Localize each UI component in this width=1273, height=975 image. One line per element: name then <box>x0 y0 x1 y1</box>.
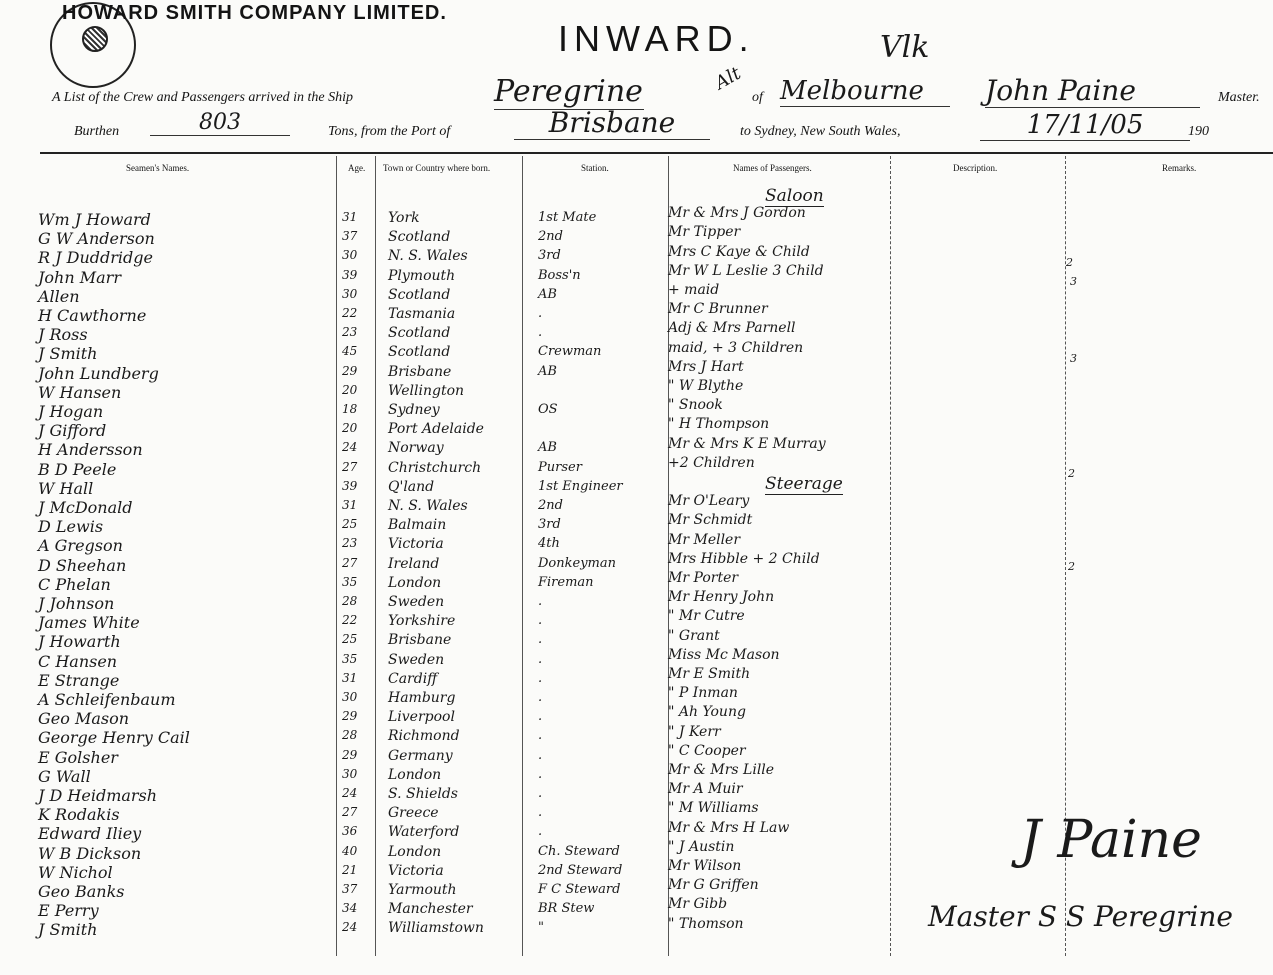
crew-name: Geo Banks <box>38 882 125 901</box>
crew-birthplace: Plymouth <box>388 268 456 284</box>
passenger-class-heading: Saloon <box>765 186 824 206</box>
crew-name: E Golsher <box>38 748 118 767</box>
crew-birthplace: Christchurch <box>388 460 482 476</box>
passenger-name: Mr Gibb <box>668 896 728 912</box>
crew-station: OS <box>538 402 558 417</box>
crew-station: 3rd <box>538 248 561 263</box>
crew-age: 27 <box>342 556 358 570</box>
header-rule <box>40 152 1273 154</box>
remark-mark: 2 <box>1066 256 1073 269</box>
passenger-name: " M Williams <box>668 800 759 816</box>
crew-birthplace: Liverpool <box>388 709 455 725</box>
crew-station: Fireman <box>538 575 594 590</box>
company-name: HOWARD SMITH COMPANY LIMITED. <box>62 2 447 24</box>
crew-station: 3rd <box>538 517 561 532</box>
col-passengers: Names of Passengers. <box>733 163 812 173</box>
crew-station: Ch. Steward <box>538 844 620 859</box>
list-prefix: A List of the Crew and Passengers arrived in the Ship <box>52 90 353 105</box>
remark-mark: 3 <box>1070 275 1077 288</box>
crew-birthplace: N. S. Wales <box>388 498 468 514</box>
col-born: Town or Country where born. <box>383 163 491 173</box>
col-age: Age. <box>348 163 366 173</box>
crew-birthplace: Sydney <box>388 402 440 418</box>
crew-station: Donkeyman <box>538 556 616 571</box>
handwritten-annotation: Vlk <box>880 30 930 65</box>
crew-name: D Sheehan <box>38 556 127 575</box>
passenger-name: Mr O'Leary <box>668 493 750 509</box>
crew-age: 28 <box>342 728 358 742</box>
crew-age: 20 <box>342 383 358 397</box>
crew-station: 1st Mate <box>538 210 597 225</box>
crew-birthplace: S. Shields <box>388 786 458 802</box>
year-label: 190 <box>1188 124 1209 139</box>
divider-station <box>522 156 523 956</box>
crew-age: 27 <box>342 805 358 819</box>
crew-age: 25 <box>342 517 358 531</box>
passenger-name: Mr G Griffen <box>668 877 759 893</box>
crew-name: James White <box>38 613 140 632</box>
crew-station: . <box>538 709 543 724</box>
passenger-name: Mr E Smith <box>668 666 751 682</box>
col-seamen-names: Seamen's Names. <box>126 163 190 173</box>
remark-mark: 2 <box>1068 560 1075 573</box>
crew-name: G W Anderson <box>38 229 155 248</box>
crew-birthplace: Sweden <box>388 652 445 668</box>
crew-birthplace: Scotland <box>388 325 451 341</box>
crew-name: W Hansen <box>38 383 122 402</box>
crew-age: 39 <box>342 268 358 282</box>
crew-birthplace: London <box>388 844 442 860</box>
crew-name: J McDonald <box>38 498 133 517</box>
crew-station: Purser <box>538 460 582 475</box>
crew-age: 21 <box>342 863 358 877</box>
crew-age: 37 <box>342 882 358 896</box>
crew-name: J Smith <box>38 920 98 939</box>
crew-station: " <box>538 920 544 935</box>
crew-birthplace: Scotland <box>388 287 451 303</box>
crew-name: Wm J Howard <box>38 210 151 229</box>
col-station: Station. <box>581 163 609 173</box>
crew-birthplace: Cardiff <box>388 671 438 687</box>
crew-station: AB <box>538 287 557 302</box>
crew-name: E Strange <box>38 671 120 690</box>
crew-name: E Perry <box>38 901 99 920</box>
passenger-name: " J Kerr <box>668 724 721 740</box>
crew-name: J D Heidmarsh <box>38 786 158 805</box>
col-description: Description. <box>953 163 998 173</box>
passenger-name: Mr C Brunner <box>668 301 768 317</box>
to-label: to Sydney, New South Wales, <box>740 124 901 139</box>
crew-age: 29 <box>342 364 358 378</box>
passenger-name: Mr & Mrs Lille <box>668 762 775 778</box>
crew-name: Allen <box>38 287 80 306</box>
crew-age: 22 <box>342 306 358 320</box>
crew-age: 30 <box>342 287 358 301</box>
passenger-name: " Grant <box>668 628 720 644</box>
crew-station: . <box>538 748 543 763</box>
crew-age: 35 <box>342 575 358 589</box>
crew-name: R J Duddridge <box>38 248 153 267</box>
crew-name: G Wall <box>38 767 91 786</box>
crew-name: W Hall <box>38 479 94 498</box>
crew-age: 22 <box>342 613 358 627</box>
ship-name: Peregrine <box>494 74 643 109</box>
crew-station: . <box>538 632 543 647</box>
crew-age: 24 <box>342 920 358 934</box>
crew-age: 31 <box>342 498 358 512</box>
crew-station: 1st Engineer <box>538 479 623 494</box>
crew-birthplace: Balmain <box>388 517 447 533</box>
crew-station: AB <box>538 364 557 379</box>
crew-birthplace: N. S. Wales <box>388 248 468 264</box>
passenger-name: Mrs C Kaye & Child <box>668 244 810 260</box>
crew-birthplace: Brisbane <box>388 632 452 648</box>
crew-name: C Phelan <box>38 575 111 594</box>
passenger-name: " Thomson <box>668 916 744 932</box>
crew-name: B D Peele <box>38 460 117 479</box>
crew-age: 35 <box>342 652 358 666</box>
passenger-name: " Snook <box>668 397 723 413</box>
passenger-name: Adj & Mrs Parnell <box>668 320 796 336</box>
remark-mark: 2 <box>1068 467 1075 480</box>
crew-birthplace: Hamburg <box>388 690 456 706</box>
crew-birthplace: Yarmouth <box>388 882 457 898</box>
passenger-name: Mr & Mrs J Gordon <box>668 205 806 221</box>
crew-age: 28 <box>342 594 358 608</box>
crew-station: . <box>538 728 543 743</box>
passenger-name: Mr Porter <box>668 570 739 586</box>
crew-birthplace: Brisbane <box>388 364 452 380</box>
passenger-name: maid, + 3 Children <box>668 340 804 356</box>
crew-station: BR Stew <box>538 901 595 916</box>
crew-birthplace: Sweden <box>388 594 445 610</box>
passenger-name: " C Cooper <box>668 743 746 759</box>
passenger-name: +2 Children <box>668 455 755 471</box>
passenger-name: Mrs J Hart <box>668 359 744 375</box>
divider-description <box>890 156 891 956</box>
crew-name: Geo Mason <box>38 709 130 728</box>
burthen-label: Burthen <box>74 124 120 139</box>
passenger-name: Mr Schmidt <box>668 512 753 528</box>
col-remarks: Remarks. <box>1162 163 1197 173</box>
crew-age: 27 <box>342 460 358 474</box>
passenger-name: Mrs Hibble + 2 Child <box>668 551 820 567</box>
crew-station: AB <box>538 440 557 455</box>
crew-station: . <box>538 824 543 839</box>
from-port: Brisbane <box>514 106 710 140</box>
crew-birthplace: Manchester <box>388 901 473 917</box>
crew-age: 40 <box>342 844 358 858</box>
crew-age: 36 <box>342 824 358 838</box>
crew-name: A Schleifenbaum <box>38 690 176 709</box>
passenger-name: Mr & Mrs K E Murray <box>668 436 826 452</box>
passenger-name: Mr Tipper <box>668 224 741 240</box>
crew-station: . <box>538 690 543 705</box>
crew-name: George Henry Cail <box>38 728 190 747</box>
passenger-name: Mr Henry John <box>668 589 775 605</box>
crew-birthplace: Richmond <box>388 728 460 744</box>
crew-station: 2nd Steward <box>538 863 623 878</box>
crew-age: 30 <box>342 767 358 781</box>
crew-station: 2nd <box>538 229 563 244</box>
burthen-value: 803 <box>150 110 290 136</box>
crew-birthplace: London <box>388 767 442 783</box>
passenger-name: Mr Meller <box>668 532 741 548</box>
crew-age: 23 <box>342 325 358 339</box>
crew-name: J Johnson <box>38 594 115 613</box>
passenger-name: + maid <box>668 282 720 298</box>
passenger-name: " H Thompson <box>668 416 770 432</box>
of-label: of <box>752 90 763 105</box>
crew-birthplace: Norway <box>388 440 444 456</box>
crew-name: A Gregson <box>38 536 123 555</box>
crew-age: 31 <box>342 671 358 685</box>
crew-birthplace: Scotland <box>388 229 451 245</box>
crew-age: 18 <box>342 402 358 416</box>
crew-station: Crewman <box>538 344 602 359</box>
divider-age <box>336 156 337 956</box>
crew-birthplace: York <box>388 210 420 226</box>
master-signature: J Paine <box>1020 810 1202 870</box>
passenger-name: " P Inman <box>668 685 738 701</box>
crew-birthplace: Victoria <box>388 863 444 879</box>
crew-name: W Nichol <box>38 863 113 882</box>
crew-station: Boss'n <box>538 268 581 283</box>
crew-station: . <box>538 767 543 782</box>
port-of-registry: Melbourne <box>780 76 950 107</box>
crew-birthplace: Victoria <box>388 536 444 552</box>
crew-birthplace: Port Adelaide <box>388 421 484 437</box>
crew-age: 45 <box>342 344 358 358</box>
crew-name: K Rodakis <box>38 805 120 824</box>
crew-birthplace: Wellington <box>388 383 465 399</box>
crew-name: W B Dickson <box>38 844 142 863</box>
passenger-name: " J Austin <box>668 839 735 855</box>
crew-name: J Smith <box>38 344 98 363</box>
crew-birthplace: Scotland <box>388 344 451 360</box>
crew-birthplace: Germany <box>388 748 453 764</box>
crew-age: 29 <box>342 748 358 762</box>
master-label: Master. <box>1218 90 1260 105</box>
crew-name: H Andersson <box>38 440 143 459</box>
crew-birthplace: London <box>388 575 442 591</box>
crew-name: C Hansen <box>38 652 118 671</box>
passenger-name: Mr Wilson <box>668 858 742 874</box>
passenger-name: " Mr Cutre <box>668 608 745 624</box>
arrival-date: 17/11/05 <box>980 110 1190 141</box>
crew-age: 25 <box>342 632 358 646</box>
crew-station: F C Steward <box>538 882 621 897</box>
tons-label: Tons, from the Port of <box>328 124 451 139</box>
crew-name: H Cawthorne <box>38 306 147 325</box>
passenger-name: " Ah Young <box>668 704 746 720</box>
crew-name: J Ross <box>38 325 88 344</box>
crew-name: J Hogan <box>38 402 104 421</box>
crew-age: 24 <box>342 786 358 800</box>
passenger-name: Mr & Mrs H Law <box>668 820 790 836</box>
master-signature-title: Master S S Peregrine <box>928 900 1233 933</box>
crew-birthplace: Ireland <box>388 556 440 572</box>
crew-station: . <box>538 306 543 321</box>
passenger-name: Miss Mc Mason <box>668 647 780 663</box>
crew-name: John Marr <box>38 268 121 287</box>
crew-station: . <box>538 786 543 801</box>
crew-name: J Gifford <box>38 421 107 440</box>
crew-age: 30 <box>342 690 358 704</box>
crew-age: 34 <box>342 901 358 915</box>
crew-name: J Howarth <box>38 632 121 651</box>
alt-mark: Alt <box>711 62 745 95</box>
crew-age: 31 <box>342 210 358 224</box>
passenger-name: Mr W L Leslie 3 Child <box>668 263 824 279</box>
crew-age: 24 <box>342 440 358 454</box>
crew-age: 23 <box>342 536 358 550</box>
crew-station: . <box>538 652 543 667</box>
crew-birthplace: Waterford <box>388 824 460 840</box>
document-title: INWARD. <box>558 18 755 59</box>
remark-mark: 3 <box>1070 352 1077 365</box>
passenger-name: " W Blythe <box>668 378 744 394</box>
crew-birthplace: Greece <box>388 805 439 821</box>
divider-born <box>375 156 376 956</box>
crew-name: Edward Iliey <box>38 824 142 843</box>
crew-birthplace: Yorkshire <box>388 613 456 629</box>
crew-age: 30 <box>342 248 358 262</box>
crew-age: 20 <box>342 421 358 435</box>
crew-birthplace: Q'land <box>388 479 435 495</box>
crew-name: D Lewis <box>38 517 104 536</box>
crew-age: 39 <box>342 479 358 493</box>
crew-age: 29 <box>342 709 358 723</box>
crew-birthplace: Tasmania <box>388 306 456 322</box>
stamp-emblem-icon <box>82 26 108 52</box>
crew-station: . <box>538 671 543 686</box>
crew-station: . <box>538 325 543 340</box>
crew-station: . <box>538 594 543 609</box>
crew-station: . <box>538 613 543 628</box>
passenger-name: Mr A Muir <box>668 781 743 797</box>
crew-name: John Lundberg <box>38 364 159 383</box>
passenger-class-heading: Steerage <box>765 474 843 494</box>
master-name: John Paine <box>985 74 1200 108</box>
crew-station: . <box>538 805 543 820</box>
crew-station: 2nd <box>538 498 563 513</box>
crew-age: 37 <box>342 229 358 243</box>
crew-birthplace: Williamstown <box>388 920 484 936</box>
crew-station: 4th <box>538 536 560 551</box>
